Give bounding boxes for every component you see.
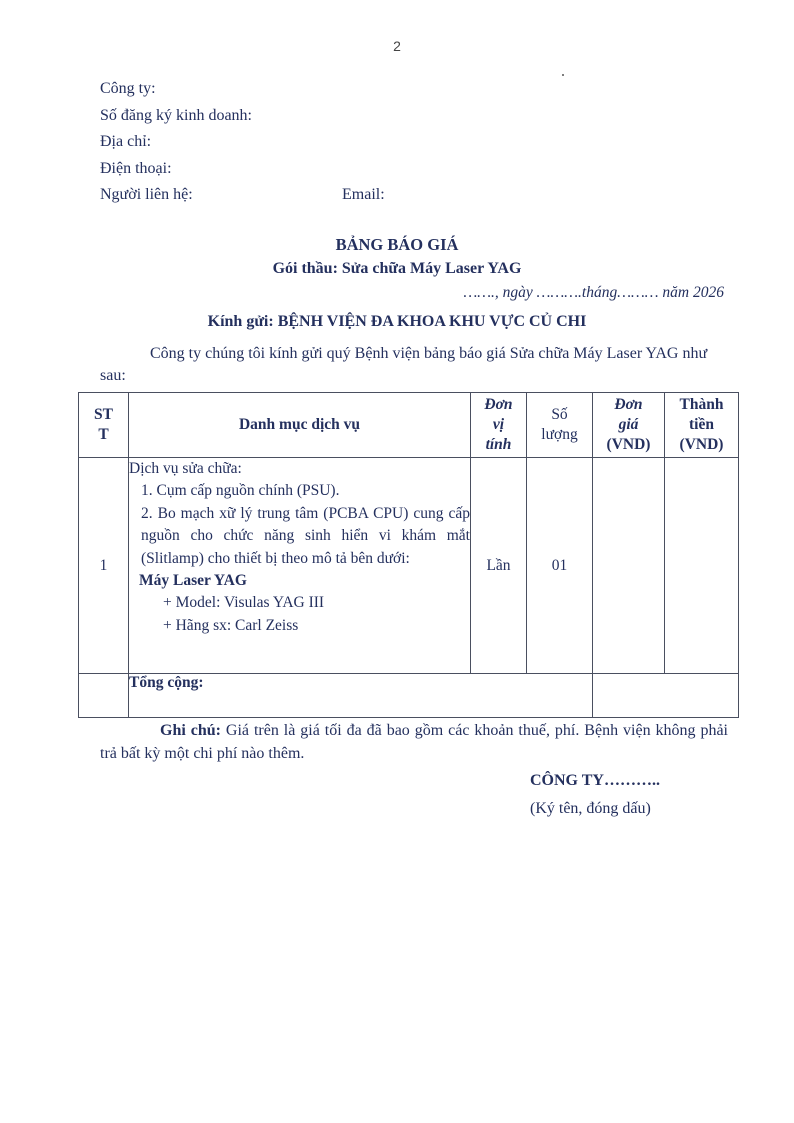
row-unit-price (593, 458, 665, 674)
desc-item-1: 1. Cụm cấp nguồn chính (PSU). (141, 482, 340, 500)
contact-line (100, 182, 385, 209)
total-row (79, 674, 739, 718)
title-block (0, 231, 794, 280)
signature-title: CÔNG TY……….. (530, 772, 660, 789)
quotation-table (78, 392, 739, 718)
page-number: 2 (393, 38, 401, 54)
total-stt-cell (79, 674, 129, 718)
header-unit: Đơn vị tính (471, 393, 527, 458)
document-subtitle: Gói thầu: Sửa chữa Máy Laser YAG (272, 260, 522, 277)
table-row (79, 458, 739, 674)
note-paragraph (100, 720, 728, 765)
recipient-line: Kính gửi: BỆNH VIỆN ĐA KHOA KHU VỰC CỦ CHI (207, 313, 587, 330)
signature-caption: (Ký tên, đóng dấu) (530, 800, 651, 817)
total-label: Tổng cộng: (129, 674, 593, 718)
company-label: Công ty: (100, 80, 156, 97)
device-manufacturer: + Hãng sx: Carl Zeiss (163, 616, 299, 634)
note-label: Ghi chú: (160, 722, 221, 739)
device-name: Máy Laser YAG (139, 572, 247, 590)
row-quantity: 01 (527, 458, 593, 674)
desc-intro: Dịch vụ sửa chữa: (129, 460, 242, 477)
scan-speck (562, 74, 564, 76)
row-amount (665, 458, 739, 674)
date-line: ……., ngày ……….tháng……… năm 2026 (463, 284, 724, 301)
business-reg-label: Số đăng ký kinh doanh: (100, 106, 252, 124)
row-stt: 1 (79, 458, 129, 674)
email-label: Email: (342, 186, 385, 203)
header-unit-price: Đơn giá (VND) (593, 393, 665, 458)
contact-label: Người liên hệ: (100, 186, 193, 203)
company-info-block (100, 76, 385, 209)
desc-item-2: 2. Bo mạch xữ lý trung tâm (PCBA CPU) cung cấp nguồn cho chức năng sinh hiển vi khám mắt (Slitlamp) cho thiết bị theo mô tả bên dưới: (141, 504, 470, 567)
row-unit: Lần (471, 458, 527, 674)
header-stt: ST T (79, 393, 129, 458)
intro-paragraph: Công ty chúng tôi kính gửi quý Bệnh viện bảng báo giá Sửa chữa Máy Laser YAG như sau: (100, 345, 708, 384)
total-amount-cell (593, 674, 739, 718)
row-description (129, 458, 471, 674)
address-label: Địa chỉ: (100, 133, 152, 150)
header-quantity: Số lượng (527, 393, 593, 458)
signature-block (530, 767, 660, 823)
table-header-row (79, 393, 739, 458)
note-text: Giá trên là giá tối đa đã bao gồm các khoản thuế, phí. Bệnh viện không phải trả bất kỳ một chi phí nào thêm. (100, 722, 729, 762)
header-service: Danh mục dịch vụ (129, 393, 471, 458)
header-amount: Thành tiền (VND) (665, 393, 739, 458)
phone-label: Điện thoại: (100, 159, 172, 177)
device-model: + Model: Visulas YAG III (163, 594, 325, 612)
document-title: BẢNG BÁO GIÁ (335, 235, 459, 254)
